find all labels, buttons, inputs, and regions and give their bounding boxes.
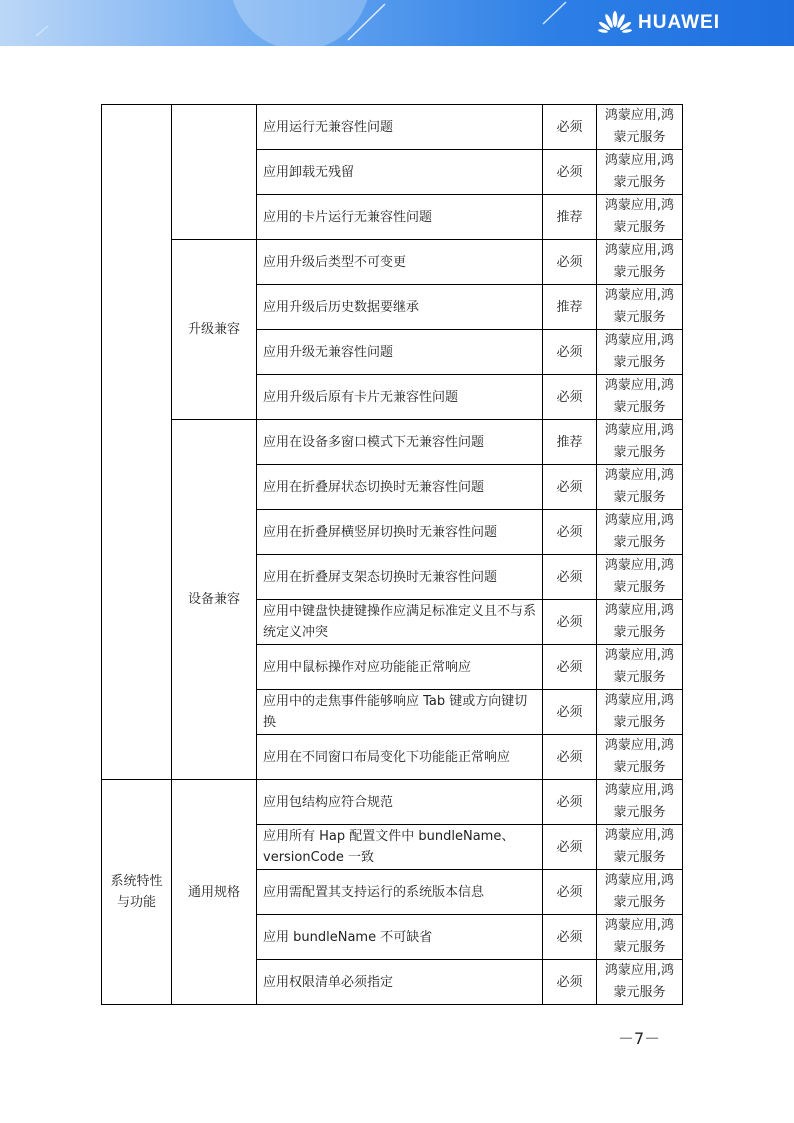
requirement-cell: 应用权限清单必须指定 <box>257 960 543 1005</box>
level-cell: 必须 <box>543 240 597 285</box>
scope-cell: 鸿蒙应用,鸿蒙元服务 <box>597 825 683 870</box>
scope-cell: 鸿蒙应用,鸿蒙元服务 <box>597 105 683 150</box>
scope-cell: 鸿蒙应用,鸿蒙元服务 <box>597 420 683 465</box>
requirement-cell: 应用运行无兼容性问题 <box>257 105 543 150</box>
requirement-cell: 应用需配置其支持运行的系统版本信息 <box>257 870 543 915</box>
requirement-cell: 应用升级后历史数据要继承 <box>257 285 543 330</box>
scope-cell: 鸿蒙应用,鸿蒙元服务 <box>597 465 683 510</box>
level-cell: 必须 <box>543 375 597 420</box>
level-cell: 必须 <box>543 465 597 510</box>
level-cell: 必须 <box>543 645 597 690</box>
level-cell: 必须 <box>543 780 597 825</box>
scope-cell: 鸿蒙应用,鸿蒙元服务 <box>597 780 683 825</box>
scope-cell: 鸿蒙应用,鸿蒙元服务 <box>597 735 683 780</box>
scope-cell: 鸿蒙应用,鸿蒙元服务 <box>597 510 683 555</box>
level-cell: 推荐 <box>543 195 597 240</box>
scope-cell: 鸿蒙应用,鸿蒙元服务 <box>597 915 683 960</box>
level-cell: 必须 <box>543 555 597 600</box>
page-number: －7－ <box>618 1029 661 1048</box>
requirement-cell: 应用 bundleName 不可缺省 <box>257 915 543 960</box>
scope-cell: 鸿蒙应用,鸿蒙元服务 <box>597 195 683 240</box>
requirement-cell: 应用中鼠标操作对应功能能正常响应 <box>257 645 543 690</box>
requirement-cell: 应用在设备多窗口模式下无兼容性问题 <box>257 420 543 465</box>
scope-cell: 鸿蒙应用,鸿蒙元服务 <box>597 690 683 735</box>
spec-table <box>101 104 683 1005</box>
level-cell: 推荐 <box>543 420 597 465</box>
subcategory-cell: 升级兼容 <box>172 240 257 420</box>
category-cell <box>102 105 172 780</box>
scope-cell: 鸿蒙应用,鸿蒙元服务 <box>597 870 683 915</box>
scope-cell: 鸿蒙应用,鸿蒙元服务 <box>597 555 683 600</box>
huawei-petal-logo-icon <box>598 11 632 35</box>
spec-table-body <box>102 105 683 1005</box>
level-cell: 必须 <box>543 510 597 555</box>
scope-cell: 鸿蒙应用,鸿蒙元服务 <box>597 960 683 1005</box>
scope-cell: 鸿蒙应用,鸿蒙元服务 <box>597 150 683 195</box>
scope-cell: 鸿蒙应用,鸿蒙元服务 <box>597 645 683 690</box>
subcategory-cell: 通用规格 <box>172 780 257 1005</box>
requirement-cell: 应用在折叠屏支架态切换时无兼容性问题 <box>257 555 543 600</box>
level-cell: 必须 <box>543 735 597 780</box>
requirement-cell: 应用的卡片运行无兼容性问题 <box>257 195 543 240</box>
requirement-cell: 应用升级无兼容性问题 <box>257 330 543 375</box>
requirement-cell: 应用在折叠屏状态切换时无兼容性问题 <box>257 465 543 510</box>
subcategory-cell <box>172 105 257 240</box>
level-cell: 推荐 <box>543 285 597 330</box>
level-cell: 必须 <box>543 105 597 150</box>
requirement-cell: 应用升级后类型不可变更 <box>257 240 543 285</box>
level-cell: 必须 <box>543 690 597 735</box>
requirement-cell: 应用升级后原有卡片无兼容性问题 <box>257 375 543 420</box>
brand-name: HUAWEI <box>638 12 720 33</box>
level-cell: 必须 <box>543 915 597 960</box>
header-banner <box>0 0 794 46</box>
table-row <box>102 240 683 285</box>
scope-cell: 鸿蒙应用,鸿蒙元服务 <box>597 600 683 645</box>
level-cell: 必须 <box>543 150 597 195</box>
level-cell: 必须 <box>543 600 597 645</box>
requirement-cell: 应用卸载无残留 <box>257 150 543 195</box>
level-cell: 必须 <box>543 870 597 915</box>
level-cell: 必须 <box>543 330 597 375</box>
requirement-cell: 应用包结构应符合规范 <box>257 780 543 825</box>
table-row <box>102 780 683 825</box>
subcategory-cell: 设备兼容 <box>172 420 257 780</box>
level-cell: 必须 <box>543 825 597 870</box>
scope-cell: 鸿蒙应用,鸿蒙元服务 <box>597 330 683 375</box>
scope-cell: 鸿蒙应用,鸿蒙元服务 <box>597 285 683 330</box>
category-cell: 系统特性与功能 <box>102 780 172 1005</box>
requirement-cell: 应用在不同窗口布局变化下功能能正常响应 <box>257 735 543 780</box>
requirement-cell: 应用中键盘快捷键操作应满足标准定义且不与系统定义冲突 <box>257 600 543 645</box>
level-cell: 必须 <box>543 960 597 1005</box>
requirement-cell: 应用中的走焦事件能够响应 Tab 键或方向键切换 <box>257 690 543 735</box>
table-row <box>102 420 683 465</box>
requirement-cell: 应用在折叠屏横竖屏切换时无兼容性问题 <box>257 510 543 555</box>
scope-cell: 鸿蒙应用,鸿蒙元服务 <box>597 375 683 420</box>
scope-cell: 鸿蒙应用,鸿蒙元服务 <box>597 240 683 285</box>
table-row <box>102 105 683 150</box>
requirement-cell: 应用所有 Hap 配置文件中 bundleName、versionCode 一致 <box>257 825 543 870</box>
brand-logo <box>598 11 720 35</box>
